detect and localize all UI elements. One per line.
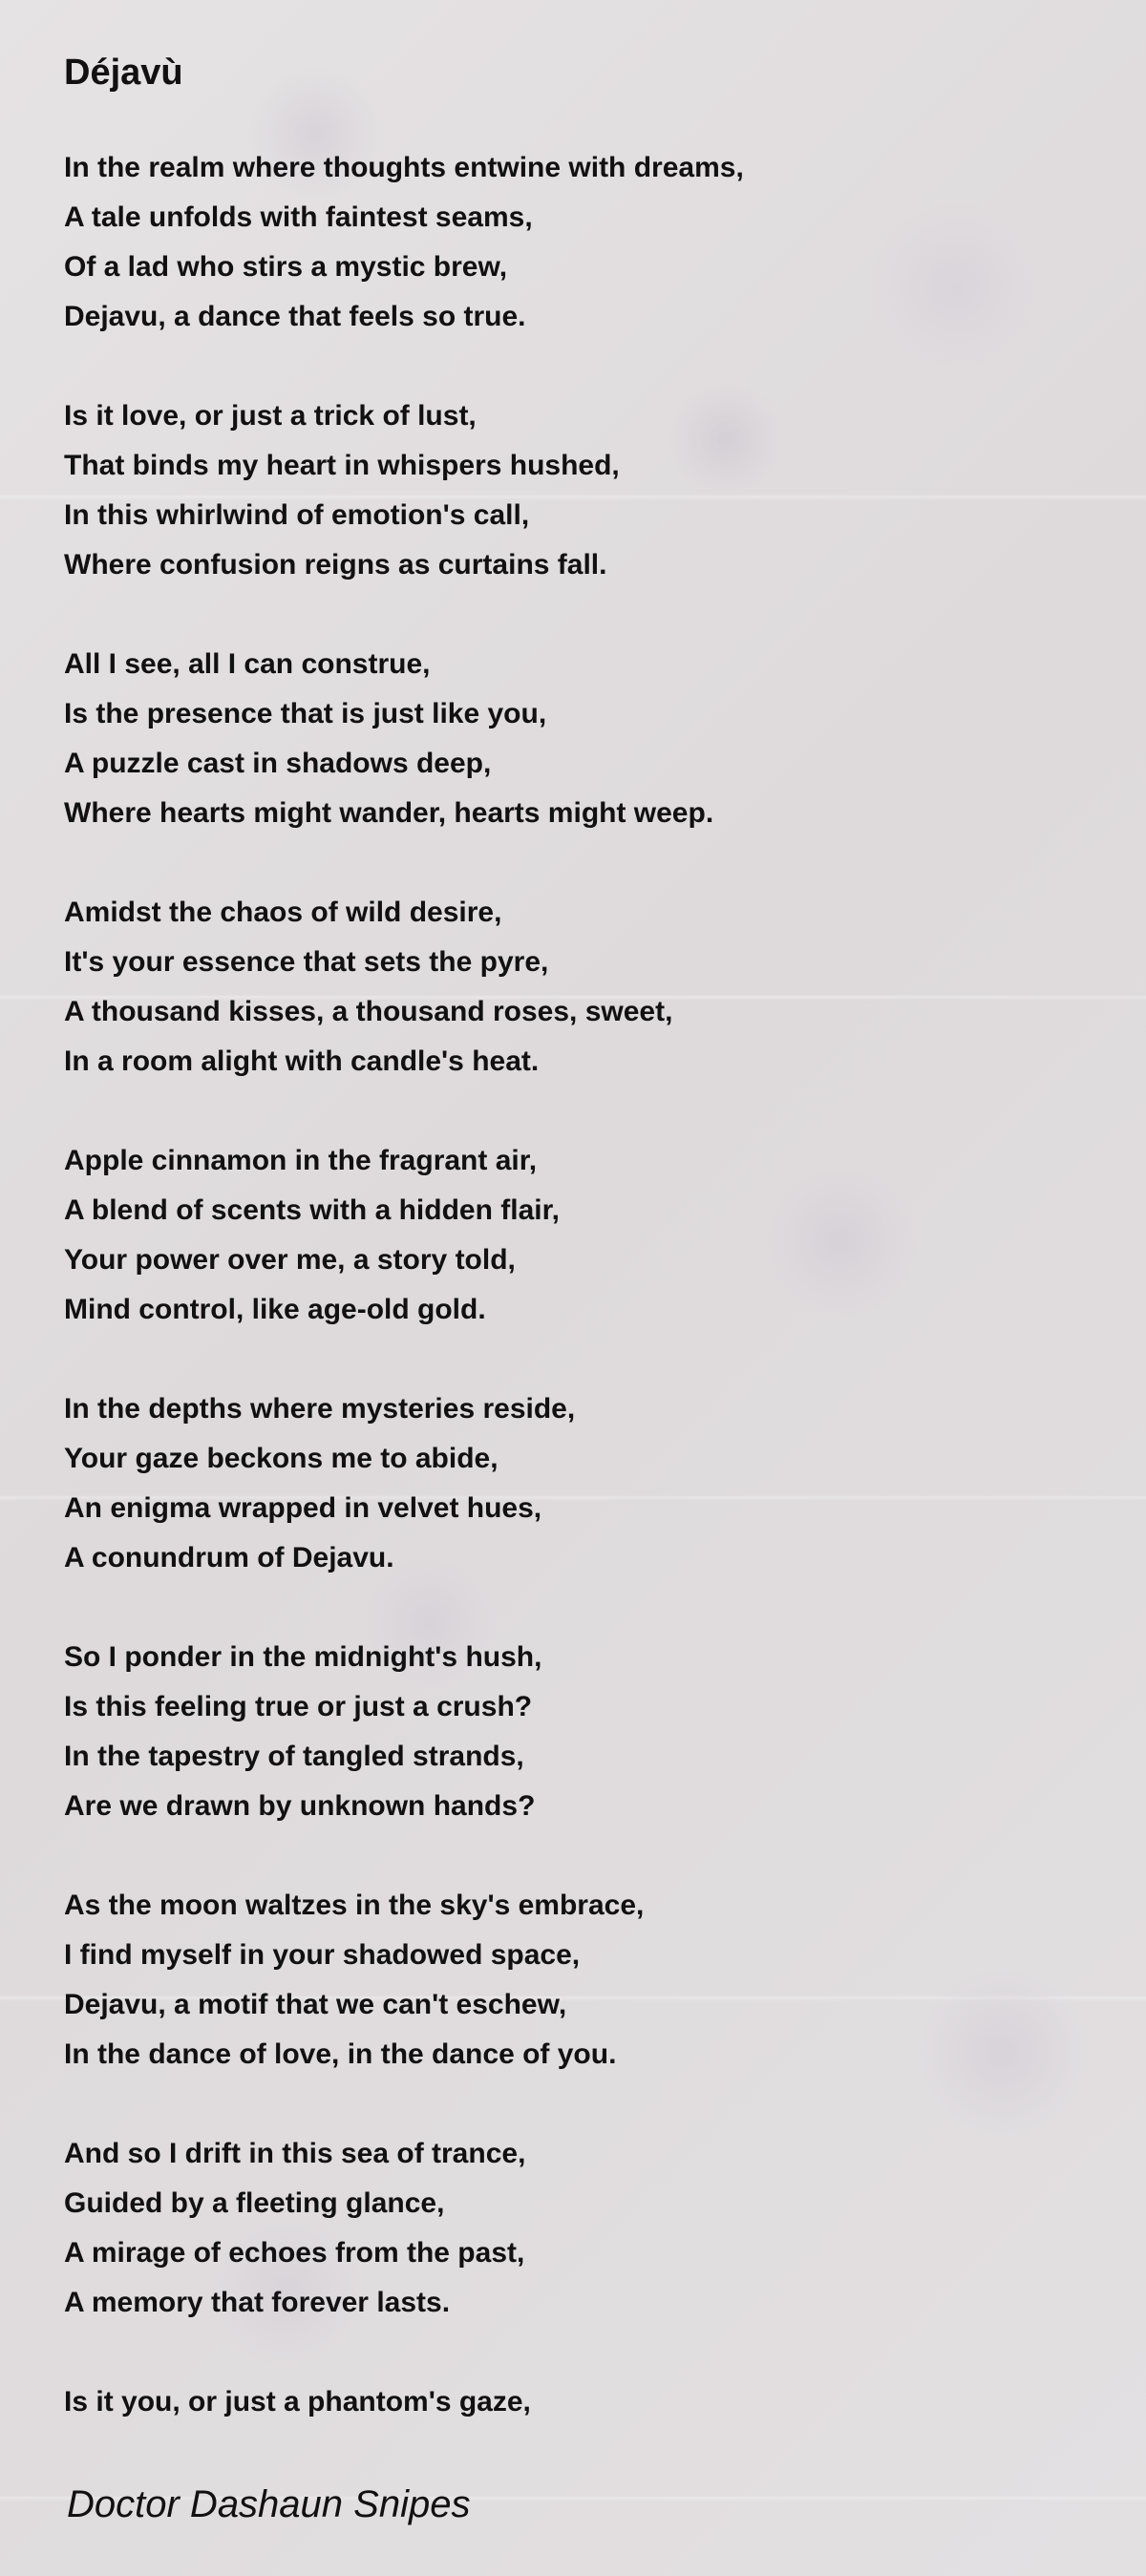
poem-line: Where hearts might wander, hearts might weep. [64,797,714,829]
stanza [64,1384,1095,1583]
poem-line: Mind control, like age-old gold. [64,1294,486,1325]
stanza [64,1136,1095,1335]
poem-line: Apple cinnamon in the fragrant air, [64,1145,538,1176]
poem-line: In the tapestry of tangled strands, [64,1741,524,1772]
poem-line: Is this feeling true or just a crush? [64,1691,533,1722]
poem-line: Your gaze beckons me to abide, [64,1443,499,1474]
stanza [64,888,1095,1087]
poem-line: As the moon waltzes in the sky's embrace, [64,1890,645,1921]
stanza [64,1633,1095,1831]
stanza [64,640,1095,838]
poem-line: Amidst the chaos of wild desire, [64,897,502,928]
poem-line: Where confusion reigns as curtains fall. [64,549,607,581]
poem-line: A conundrum of Dejavu. [64,1542,394,1573]
stanza [64,143,1095,342]
poem-title: Déjavù [64,53,183,93]
poem-line: In the dance of love, in the dance of you. [64,2038,617,2070]
poem-line: And so I drift in this sea of trance, [64,2138,526,2169]
poem-line: That binds my heart in whispers hushed, [64,450,620,481]
poem-line: I find myself in your shadowed space, [64,1939,581,1971]
poem-line: A thousand kisses, a thousand roses, sweet, [64,996,673,1027]
poem-line: In this whirlwind of emotion's call, [64,499,530,531]
poem-line: It's your essence that sets the pyre, [64,946,549,978]
poem-line: So I ponder in the midnight's hush, [64,1641,542,1673]
poem-line: In a room alight with candle's heat. [64,1045,540,1077]
stanza [64,2377,1095,2427]
poem-line: Guided by a fleeting glance, [64,2187,445,2219]
stanza [64,2129,1095,2328]
poem-line: In the depths where mysteries reside, [64,1393,576,1425]
poem-line: A memory that forever lasts. [64,2287,451,2318]
poem-line: In the realm where thoughts entwine with dreams, [64,152,744,183]
poem-line: A puzzle cast in shadows deep, [64,748,492,779]
poem-line: Of a lad who stirs a mystic brew, [64,251,508,283]
poem-line: Dejavu, a motif that we can't eschew, [64,1989,567,2020]
stanza [64,1881,1095,2080]
poem-line: A tale unfolds with faintest seams, [64,201,533,233]
poem-line: Are we drawn by unknown hands? [64,1790,536,1822]
poem-line: All I see, all I can construe, [64,648,431,680]
poem-line: A mirage of echoes from the past, [64,2237,525,2269]
stanza [64,391,1095,590]
poem-line: Is the presence that is just like you, [64,698,547,729]
author-name: Doctor Dashaun Snipes [67,2483,471,2525]
poem-line: Is it you, or just a phantom's gaze, [64,2386,531,2418]
poem-line: An enigma wrapped in velvet hues, [64,1492,542,1524]
poem-line: Is it love, or just a trick of lust, [64,400,477,432]
poem-body [64,143,1095,2427]
poem-line: Your power over me, a story told, [64,1244,516,1276]
poem-line: A blend of scents with a hidden flair, [64,1194,560,1226]
poem-line: Dejavu, a dance that feels so true. [64,301,526,332]
